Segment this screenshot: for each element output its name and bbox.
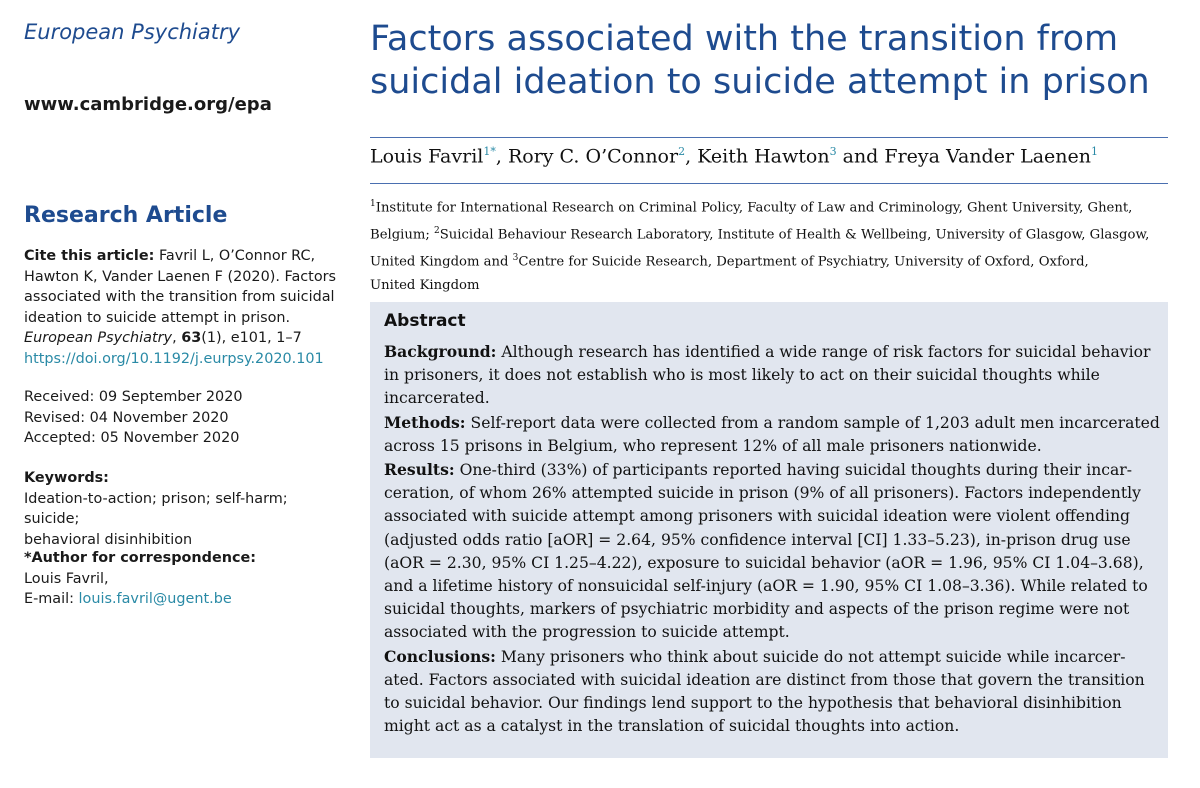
- doi-link[interactable]: https://doi.org/10.1192/j.eurpsy.2020.101: [24, 350, 324, 367]
- affiliation-line: Institute for International Research on Criminal Policy, Faculty of Law and Criminology, Ghent University, Ghent,: [375, 200, 1133, 216]
- author-affiliation-ref[interactable]: 3: [829, 145, 837, 158]
- revised-date: Revised: 04 November 2020: [24, 409, 229, 426]
- journal-name[interactable]: European Psychiatry: [24, 20, 241, 44]
- title-line: suicidal ideation to suicide attempt in prison: [370, 62, 1150, 102]
- abstract-heading: Abstract: [384, 311, 466, 331]
- results-label: Results:: [384, 460, 455, 480]
- email-label: E-mail:: [24, 591, 79, 607]
- citation-block: Cite this article: Favril L, O’Connor RC, Hawton K, Vander Laenen F (2020). Factors associated with the transition from suicidal ideation to suicide attempt in prison. European Psychiatry, 63(1), e101, 1–7 https://doi.org/10.1192/j.eurpsy.2020.101: [24, 246, 339, 369]
- author-name: Freya Vander Laenen: [884, 145, 1091, 168]
- affiliation-line: United Kingdom and: [370, 254, 513, 270]
- affiliations: $^1$Institute for International Research on Criminal Policy, Faculty of Law and Criminology, Ghent University, Ghent, Belgium; $^2$Suicidal Behaviour Research Laboratory, Institute of Health & Wellbeing, University of Glasgow, Glasgow, United Kingdom and $^3$Centre for Suicide Research, Department of Psychiatry, University of Oxford, Oxford, United Kingdom: [370, 193, 1170, 297]
- correspondence-block: [24, 548, 256, 610]
- methods-label: Methods:: [384, 412, 466, 432]
- citation-volume: 63: [181, 330, 202, 346]
- citation-line: associated with the transition from suicidal: [24, 289, 335, 305]
- author-list: Louis Favril$^{1*}$, Rory C. O’Connor$^2$, Keith Hawton$^3$ and Freya Vander Laenen$^1$: [370, 145, 1098, 168]
- divider: [370, 183, 1168, 184]
- journal-url[interactable]: www.cambridge.org/epa: [24, 94, 272, 115]
- citation-line: Favril L, O’Connor RC,: [154, 248, 316, 264]
- citation-journal: European Psychiatry: [24, 330, 173, 346]
- author-affiliation-ref[interactable]: 1*: [483, 145, 496, 158]
- keywords-line: Ideation-to-action; prison; self-harm; suicide;: [24, 490, 288, 527]
- author-affiliation-ref[interactable]: 1: [1090, 145, 1098, 158]
- divider: [370, 137, 1168, 138]
- citation-line: ideation to suicide attempt in prison.: [24, 309, 291, 326]
- abstract-box: [370, 302, 1168, 758]
- accepted-date: Accepted: 05 November 2020: [24, 430, 240, 446]
- affiliation-line: Suicidal Behaviour Research Laboratory, Institute of Health & Wellbeing, University of Glasgow, Glasgow,: [439, 227, 1150, 243]
- author-name: Rory C. O’Connor: [507, 145, 679, 168]
- abstract-body: Background: Although research has identified a wide range of risk factors for suicidal behavior in prisoners, it does not establish who is most likely to act on their suicidal thoughts while incarcerated. Methods: Self-report data were collected from a random sample of 1,203 adult men incarcerated across 15 prisons in Belgium, who represent 12% of all male prisoners nationwide. Results: One-third (33%) of participants reported having suicidal thoughts during their incar- ceration, of whom 26% attempted suicide in prison (9% of all prisoners). Factors independently associated with suicide attempt among prisoners with suicidal ideation were violent offending (adjusted odds ratio [aOR] = 2.64, 95% confidence interval [CI] 1.33–5.23), in-prison drug use (aOR = 2.30, 95% CI 1.25–4.22), exposure to suicidal behavior (aOR = 1.96, 95% CI 1.04–3.68), and a lifetime history of nonsuicidal self-injury (aOR = 1.90, 95% CI 1.08–3.36). While related to suicidal thoughts, markers of psychiatric morbidity and aspects of the prison regime were not associated with the progression to suicide attempt. Conclusions: Many prisoners who think about suicide do not attempt suicide while incarcer- ated. Factors associated with suicidal ideation are distinct from those that govern the transition to suicidal behavior. Our findings lend support to the hypothesis that behavioral disinhibition might act as a catalyst in the translation of suicidal thoughts into action.: [384, 342, 1160, 736]
- author-name: Louis Favril: [370, 145, 484, 168]
- affiliation-line: United Kingdom: [370, 277, 480, 293]
- citation-line: Hawton K, Vander Laenen F (2020). Factors: [24, 268, 337, 285]
- affiliation-line: Centre for Suicide Research, Department of Psychiatry, University of Oxford, Oxford,: [518, 254, 1089, 270]
- citation-issue: (1), e101, 1–7: [201, 330, 302, 346]
- received-date: Received: 09 September 2020: [24, 389, 243, 405]
- conclusions-label: Conclusions:: [384, 646, 496, 666]
- keywords-heading: Keywords:: [24, 470, 109, 486]
- background-label: Background:: [384, 342, 497, 361]
- article-type: Research Article: [24, 203, 228, 228]
- keywords-block: [24, 468, 344, 550]
- affiliation-line: Belgium;: [370, 227, 435, 243]
- keywords-line: behavioral disinhibition: [24, 531, 193, 548]
- correspondence-name: Louis Favril,: [24, 570, 109, 587]
- author-affiliation-ref[interactable]: 2: [678, 145, 686, 158]
- publication-dates: [24, 387, 243, 449]
- author-name: Keith Hawton: [697, 145, 830, 168]
- title-line: Factors associated with the transition from: [370, 19, 1119, 59]
- citation-label: Cite this article:: [24, 248, 155, 264]
- article-title: [370, 18, 1170, 104]
- email-link[interactable]: louis.favril@ugent.be: [78, 591, 232, 607]
- correspondence-heading: *Author for correspondence:: [24, 550, 256, 566]
